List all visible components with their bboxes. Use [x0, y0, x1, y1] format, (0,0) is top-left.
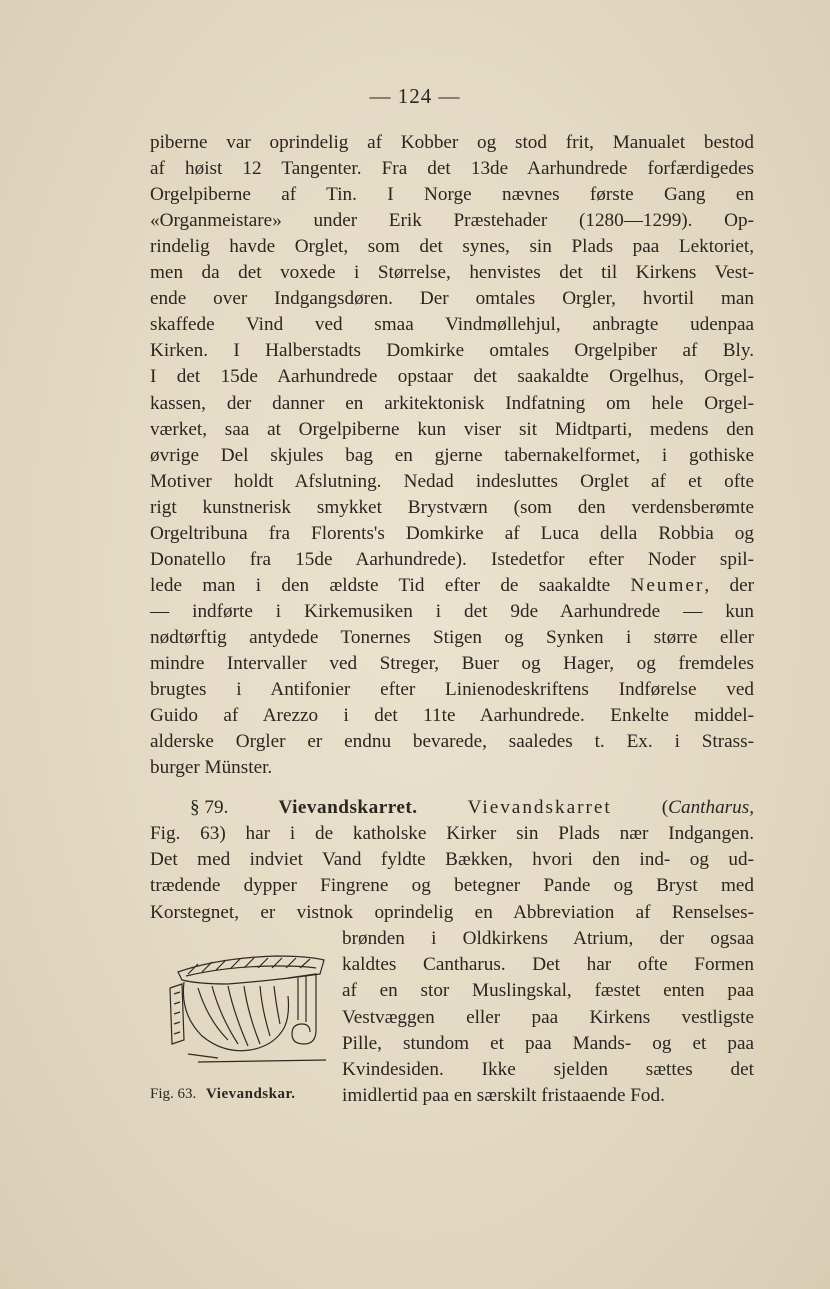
text-line: Det med indviet Vand fyldte Bækken, hvori den ind- og ud-: [150, 849, 754, 871]
text-segment: , der: [704, 574, 754, 596]
holy-water-stoup-figure: [158, 944, 334, 1074]
text-line: [150, 573, 754, 599]
text-line: piberne var oprindelig af Kobber og stod frit, Manualet bestod: [150, 132, 754, 153]
text-line: imidlertid paa en særskilt fristaaende Fod.: [342, 1085, 665, 1107]
text-line: men da det voxede i Størrelse, henvistes det til Kirkens Vest-: [150, 262, 754, 284]
text-line: trædende dypper Fingrene og betegner Pande og Bryst med: [150, 875, 754, 897]
text-line: værket, saa at Orgelpiberne kun viser sit Midtparti, medens den: [150, 418, 754, 440]
text-line: nødtørftig antydede Tonernes Stigen og Synken i større eller: [150, 626, 754, 648]
text-line: brugtes i Antifonier efter Linienodeskriftens Indførelse ved: [150, 679, 754, 701]
figure-title: Vievandskar.: [206, 1086, 296, 1102]
text-line: Korstegnet, er vistnok oprindelig en Abbreviation af Renselses-: [150, 901, 754, 923]
spaced-term: Neumer: [630, 574, 705, 596]
text-line: Vestvæggen eller paa Kirkens vestligste: [342, 1006, 754, 1028]
text-line: af en stor Muslingskal, fæstet enten paa: [342, 980, 754, 1002]
text-line: alderske Orgler er endnu bevarede, saaledes t. Ex. i Strass-: [150, 731, 754, 753]
text-line: øvrige Del skjules bag en gjerne tabernakelformet, i gothiske: [150, 444, 754, 466]
text-line: brønden i Oldkirkens Atrium, der ogsaa: [342, 928, 754, 949]
text-line: rindelig havde Orglet, som det synes, sin Plads paa Lektoriet,: [150, 236, 754, 258]
section-paren: (: [661, 797, 669, 818]
text-line: I det 15de Aarhundrede opstaar det saakaldte Orgelhus, Orgel-: [150, 366, 754, 388]
text-line: Fig. 63) har i de katholske Kirker sin Plads nær Indgangen.: [150, 823, 754, 844]
section-title: Vievandskarret.: [278, 797, 418, 818]
page-number: — 124 —: [369, 84, 461, 108]
text-line: Motiver holdt Afslutning. Nedad indesluttes Orglet af et ofte: [150, 470, 754, 492]
text-line: skaffede Vind ved smaa Vindmøllehjul, anbragte udenpaa: [150, 314, 754, 336]
text-line: Guido af Arezzo i det 11te Aarhundrede. Enkelte middel-: [150, 705, 754, 727]
text-line: Pille, stundom et paa Mands- og et paa: [342, 1032, 754, 1054]
section-spaced-name: Vievandskarret: [467, 797, 612, 818]
text-line: «Organmeistare» under Erik Præstehader (1280—1299). Op-: [150, 210, 754, 232]
text-line: Kvindesiden. Ikke sjelden sættes det: [342, 1059, 754, 1080]
section-heading-line: [150, 795, 754, 821]
text-line: burger Münster.: [150, 757, 273, 779]
text-line: Donatello fra 15de Aarhundrede). Istedetfor efter Noder spil-: [150, 548, 754, 570]
figure-caption: [150, 1081, 340, 1107]
text-line: mindre Intervaller ved Streger, Buer og Hager, og fremdeles: [150, 653, 754, 674]
text-line: Orgelpiberne af Tin. I Norge nævnes første Gang en: [150, 184, 754, 206]
text-line: kassen, der danner en arkitektonisk Indfatning om hele Orgel-: [150, 392, 754, 414]
text-line: Kirken. I Halberstadts Domkirke omtales Orgelpiber af Bly.: [150, 340, 754, 362]
figure-label: Fig. 63.: [150, 1086, 197, 1102]
text-segment: lede man i den ældste Tid efter de saakaldte: [150, 574, 611, 596]
text-line: rigt kunstnerisk smykket Brystværn (som den verdensberømte: [150, 496, 754, 518]
text-line: ende over Indgangsdøren. Der omtales Orgler, hvortil man: [150, 288, 754, 310]
text-line: — indførte i Kirkemusiken i det 9de Aarhundrede — kun: [150, 600, 754, 622]
text-line: Orgeltribuna fra Florents's Domkirke af Luca della Robbia og: [150, 522, 754, 544]
text-line: af høist 12 Tangenter. Fra det 13de Aarhundrede forfærdigedes: [150, 158, 754, 180]
section-latin: Cantharus,: [668, 797, 755, 818]
text-line: kaldtes Cantharus. Det har ofte Formen: [342, 954, 754, 976]
section-symbol: § 79.: [190, 797, 229, 818]
